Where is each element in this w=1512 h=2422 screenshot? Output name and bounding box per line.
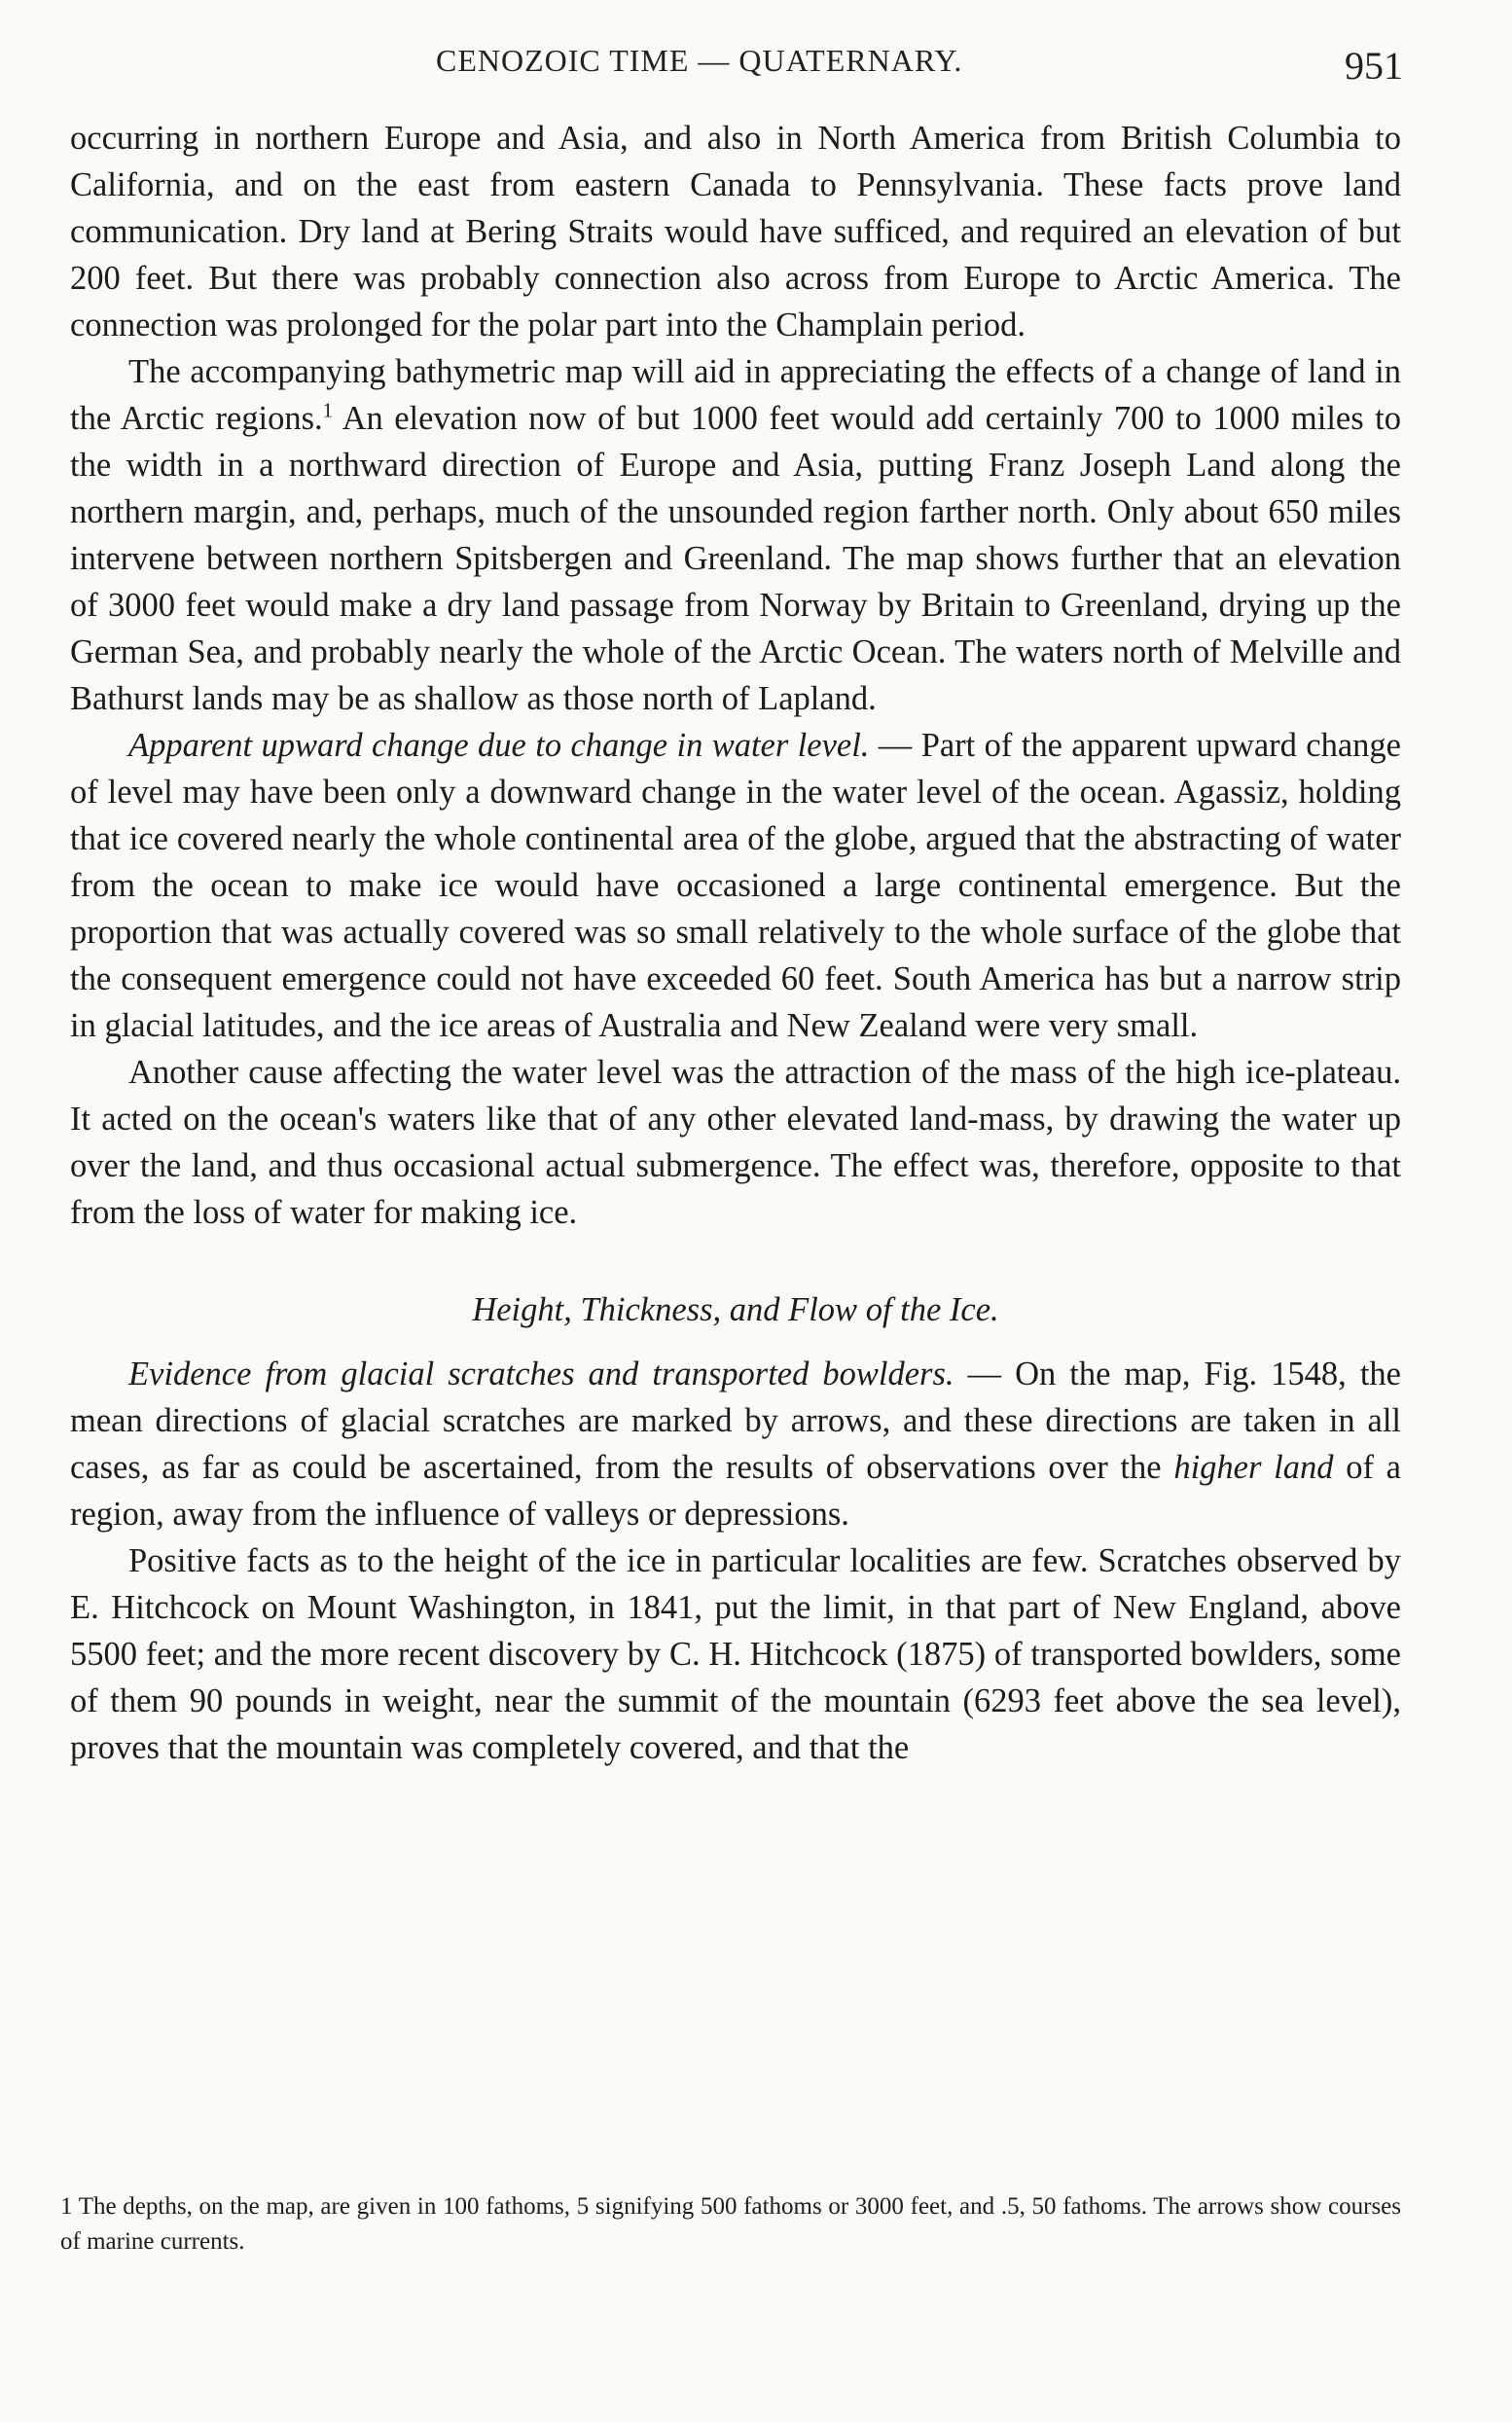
paragraph-2 bbox=[70, 348, 1401, 722]
page-header bbox=[0, 37, 1512, 95]
paragraph-3-lead: Apparent upward change due to change in water level. bbox=[128, 727, 870, 764]
paragraph-3-text: — Part of the apparent upward change of level may have been only a downward change in the water level of the ocean. Agassiz, holding that ice covered nearly the whole continental area of the globe, argued that the abstracting of water from the ocean to make ice would have occasioned a large continental emergence. But the proportion that was actually covered was so small relatively to the whole surface of the globe that the consequent emergence could not have exceeded 60 feet. South America has but a narrow strip in glacial latitudes, and the ice areas of Australia and New Zealand were very small. bbox=[70, 727, 1401, 1044]
footnote-paragraph bbox=[60, 2189, 1401, 2259]
paragraph-4: Another cause affecting the water level was the attraction of the mass of the high ice-plateau. It acted on the ocean's waters like that of any other elevated land-mass, by drawing the water up over the land, and thus occasional actual submergence. The effect was, therefore, opposite to that from the loss of water for making ice. bbox=[70, 1054, 1401, 1231]
footnote-reference: 1 bbox=[322, 400, 333, 422]
heading-gap bbox=[70, 1333, 1401, 1351]
body-text bbox=[70, 115, 1401, 1771]
paragraph-5 bbox=[70, 1351, 1401, 1537]
paragraph-1: occurring in northern Europe and Asia, and also in North America from British Columbia to California, and on the east from eastern Canada to Pennsylvania. These facts prove land communication. Dry land at Bering Straits would have sufficed, and required an elevation of but 200 feet. But there was probably connection also across from Europe to Arctic America. The connection was prolonged for the polar part into the Champlain period. bbox=[70, 120, 1401, 343]
paragraph-5-italic: higher land bbox=[1173, 1449, 1334, 1486]
section-heading: Height, Thickness, and Flow of the Ice. bbox=[472, 1291, 999, 1328]
section-gap bbox=[70, 1236, 1401, 1286]
footnote bbox=[60, 2189, 1401, 2259]
paragraph-2-text-a: The accompanying bathymetric map will aid in appreciating the effects of a change of land in the Arctic regions. bbox=[70, 353, 1401, 437]
paragraph-6: Positive facts as to the height of the ice in particular localities are few. Scratches observed by E. Hitchcock on Mount Washington, in 1841, put the limit, in that part of New England, above 5500 feet; and the more recent discovery by C. H. Hitchcock (1875) of transported bowlders, some of them 90 pounds in weight, near the summit of the mountain (6293 feet above the sea level), proves that the mountain was completely covered, and that the bbox=[70, 1542, 1401, 1766]
paragraph-5-text-a: — On the map, Fig. 1548, the mean directions of glacial scratches are marked by arrows, and these directions are taken in all cases, as far as could be ascertained, from the results of observations over the bbox=[70, 1356, 1401, 1486]
paragraph-2-text-b: An elevation now of but 1000 feet would add certainly 700 to 1000 miles to the width in a northward direction of Europe and Asia, putting Franz Joseph Land along the northern margin, and, perhaps, much of the unsounded region farther north. Only about 650 miles intervene between northern Spitsbergen and Greenland. The map shows further that an elevation of 3000 feet would make a dry land passage from Norway by Britain to Greenland, drying up the German Sea, and probably nearly the whole of the Arctic Ocean. The waters north of Melville and Bathurst lands may be as shallow as those north of Lapland. bbox=[70, 400, 1401, 717]
footnote-text: The depths, on the map, are given in 100 fathoms, 5 signifying 500 fathoms or 3000 feet, and .5, 50 fathoms. The arrows show courses of marine currents. bbox=[60, 2193, 1401, 2255]
running-head: CENOZOIC TIME — QUATERNARY. bbox=[436, 43, 963, 78]
footnote-marker: 1 bbox=[60, 2193, 73, 2220]
paragraph-3 bbox=[70, 722, 1401, 1049]
paragraph-5-text-b: of a region, away from the influence of valleys or depressions. bbox=[70, 1449, 1401, 1533]
page-number: 951 bbox=[1345, 44, 1403, 88]
paragraph-5-lead: Evidence from glacial scratches and transported bowlders. bbox=[128, 1356, 954, 1392]
